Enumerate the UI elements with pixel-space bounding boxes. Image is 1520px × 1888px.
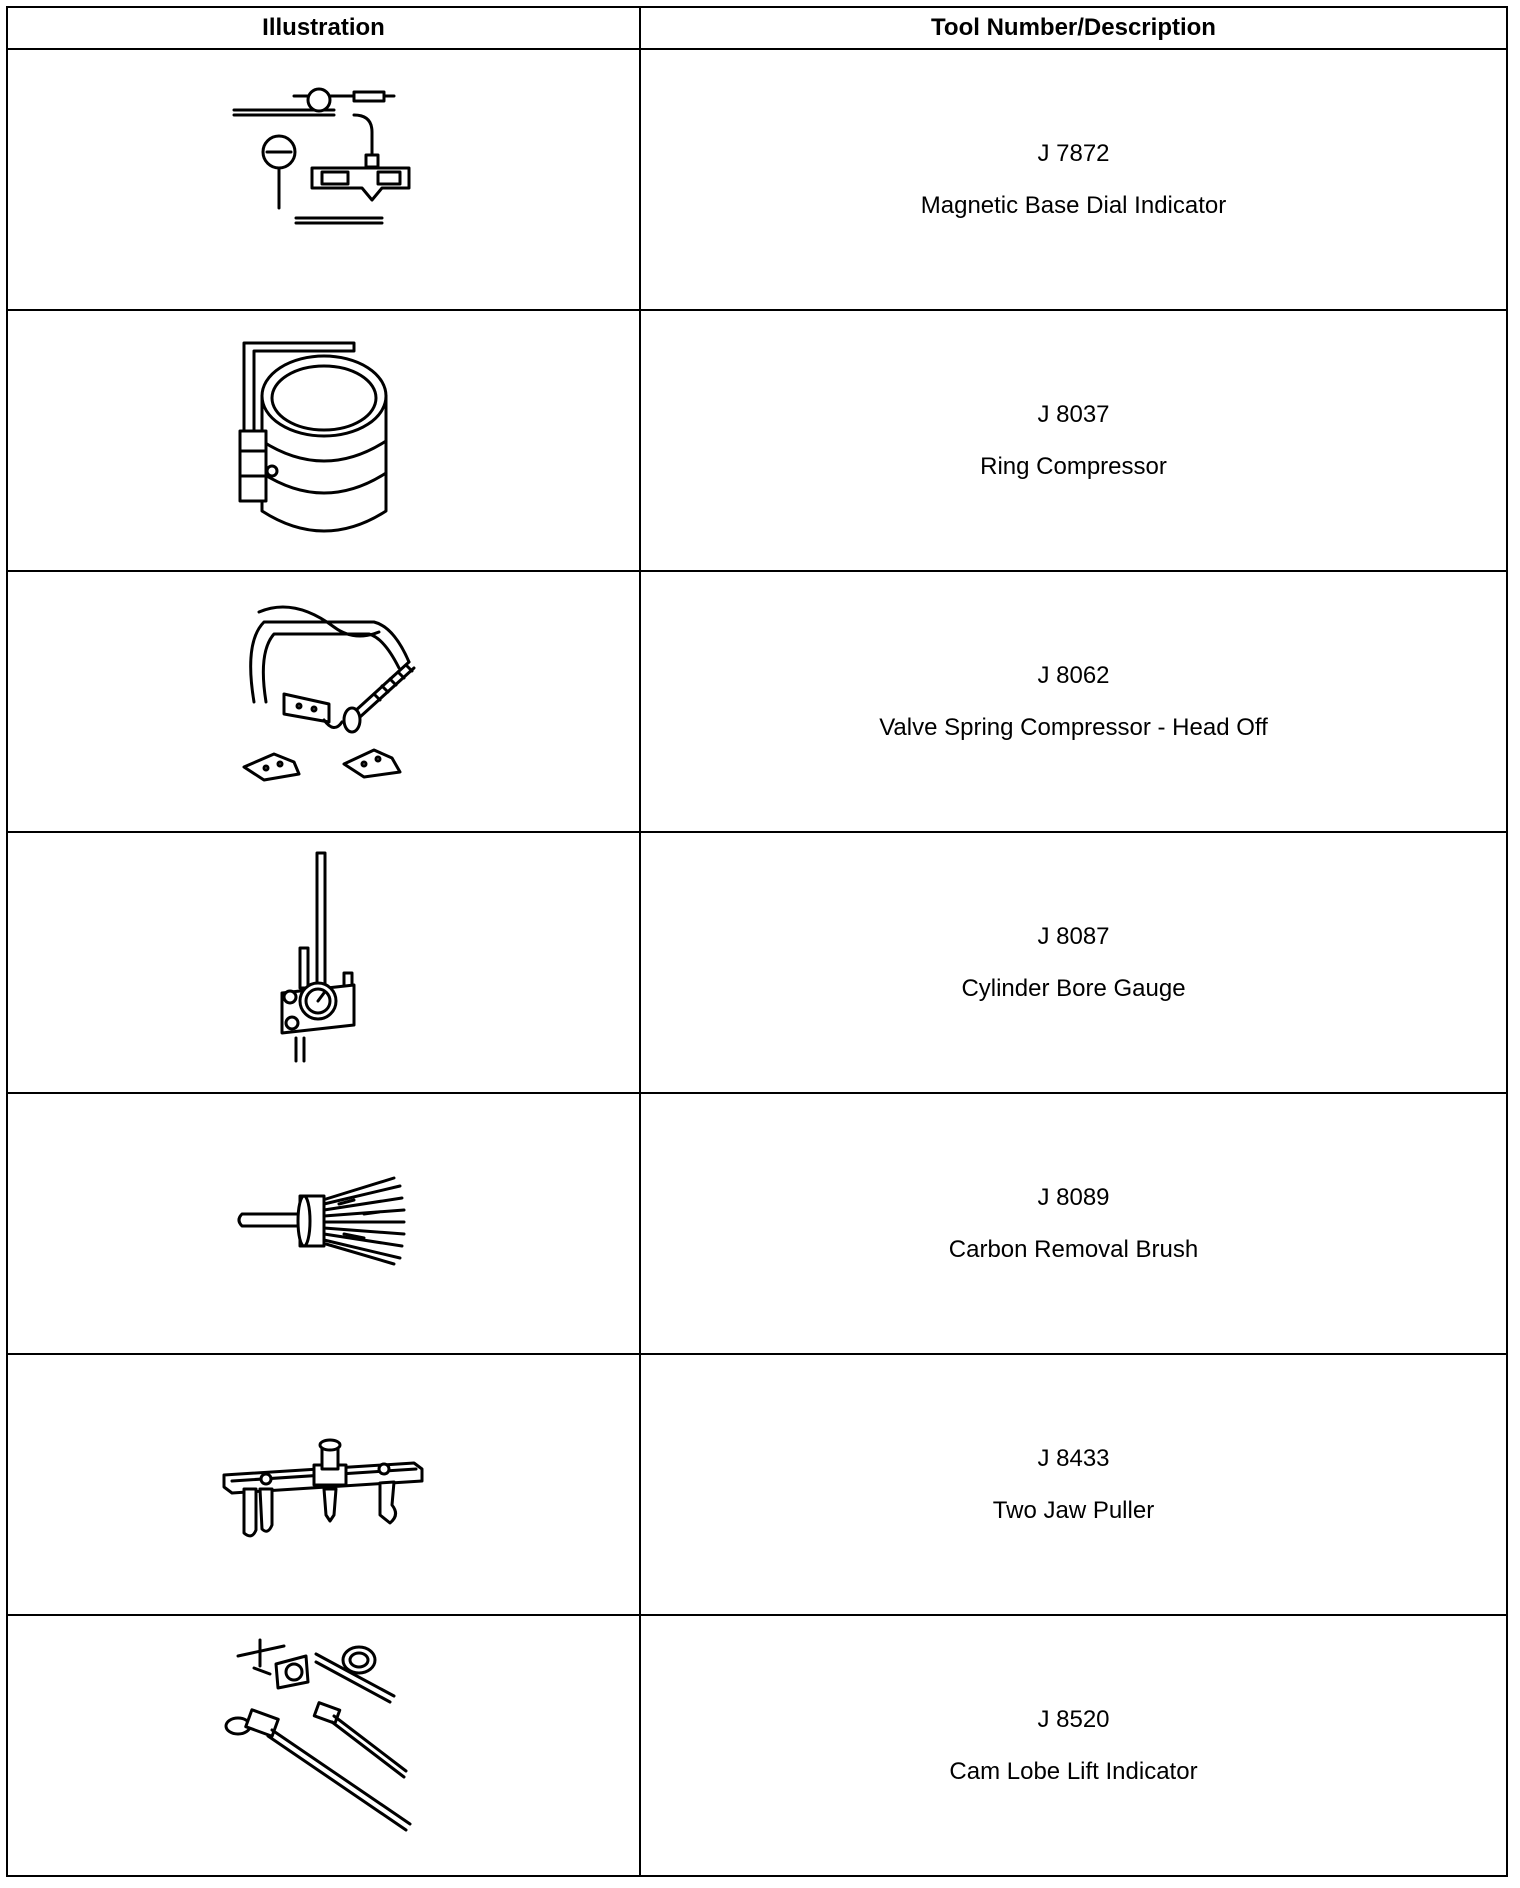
description-cell [640, 310, 1507, 571]
table-row [7, 1615, 1507, 1876]
description-cell [640, 1093, 1507, 1354]
magnetic-base-dial-indicator-icon [204, 60, 444, 300]
cam-lobe-lift-indicator-icon [204, 1626, 444, 1866]
illustration-cell [7, 310, 640, 571]
illustration-cell [7, 1093, 640, 1354]
illustration-cell [7, 1354, 640, 1615]
illustration-cell [7, 571, 640, 832]
tool-number: J 8062 [1037, 661, 1110, 689]
description-cell [640, 832, 1507, 1093]
carbon-removal-brush-icon [204, 1104, 444, 1344]
two-jaw-puller-icon [204, 1365, 444, 1605]
table-header-row [7, 7, 1507, 49]
description-cell [640, 1354, 1507, 1615]
table-row [7, 1093, 1507, 1354]
table-row [7, 49, 1507, 310]
cylinder-bore-gauge-icon [204, 843, 444, 1083]
table-row [7, 1354, 1507, 1615]
tool-number: J 8087 [1037, 922, 1110, 950]
illustration-cell [7, 49, 640, 310]
description-cell [640, 49, 1507, 310]
ring-compressor-icon [204, 321, 444, 561]
illustration-cell [7, 832, 640, 1093]
tool-description: Magnetic Base Dial Indicator [920, 191, 1227, 219]
valve-spring-compressor-icon [204, 582, 444, 822]
tool-number: J 7872 [1037, 139, 1110, 167]
tool-description: Ring Compressor [980, 452, 1167, 480]
tool-description: Two Jaw Puller [992, 1496, 1155, 1524]
illustration-cell [7, 1615, 640, 1876]
table-row [7, 571, 1507, 832]
tool-number: J 8089 [1037, 1183, 1110, 1211]
tool-table [6, 6, 1508, 1877]
description-cell [640, 1615, 1507, 1876]
tool-number: J 8037 [1037, 400, 1110, 428]
description-header: Tool Number/Description [640, 7, 1507, 49]
tool-description: Cylinder Bore Gauge [961, 974, 1186, 1002]
tool-description: Valve Spring Compressor - Head Off [879, 713, 1268, 741]
description-cell [640, 571, 1507, 832]
illustration-header: Illustration [7, 7, 640, 49]
table-row [7, 832, 1507, 1093]
table-row [7, 310, 1507, 571]
tool-number: J 8520 [1037, 1705, 1110, 1733]
tool-description: Cam Lobe Lift Indicator [949, 1757, 1198, 1785]
tool-description: Carbon Removal Brush [948, 1235, 1199, 1263]
tool-number: J 8433 [1037, 1444, 1110, 1472]
